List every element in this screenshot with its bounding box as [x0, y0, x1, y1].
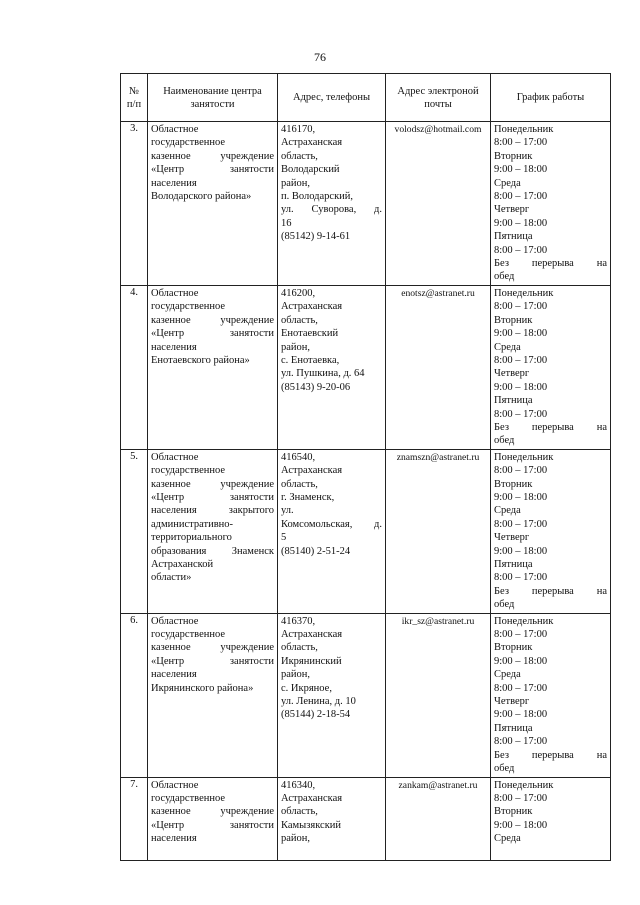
work-schedule-line: 8:00 – 17:00	[494, 465, 548, 477]
center-address-line: Икрянинский	[281, 655, 342, 667]
center-address-line: 416200,	[281, 287, 316, 299]
work-schedule-line: 9:00 – 18:00	[494, 655, 548, 667]
work-schedule-line: обед	[494, 271, 515, 283]
center-name-line: Областное	[151, 451, 199, 463]
center-address-line: (85143) 9-20-06	[281, 381, 351, 393]
center-name-line: государственное	[151, 465, 226, 477]
center-name	[148, 122, 278, 286]
work-schedule-line: 8:00 – 17:00	[494, 191, 548, 203]
work-schedule-line: Вторник	[494, 150, 533, 162]
header-name: Наименование центра занятости	[148, 74, 278, 122]
row-number: 5.	[121, 449, 148, 613]
row-number: 4.	[121, 285, 148, 449]
center-name-line: «Центр занятости	[151, 164, 274, 176]
center-email: volodsz@hotmail.com	[386, 122, 491, 286]
work-schedule-line: обед	[494, 763, 515, 775]
center-address	[278, 777, 386, 860]
center-name-line: государственное	[151, 629, 226, 641]
center-address-line: ул. Пушкина, д. 64	[281, 368, 365, 380]
table-row	[121, 613, 611, 777]
work-schedule-line: Среда	[494, 505, 521, 517]
center-address-line: область,	[281, 314, 318, 326]
work-schedule-line: 8:00 – 17:00	[494, 244, 548, 256]
center-name-line: населения закрытого	[151, 505, 274, 517]
header-number: № п/п	[121, 74, 148, 122]
work-schedule-line: Вторник	[494, 314, 533, 326]
center-name	[148, 285, 278, 449]
center-address	[278, 285, 386, 449]
center-email: enotsz@astranet.ru	[386, 285, 491, 449]
work-schedule-line: 8:00 – 17:00	[494, 736, 548, 748]
center-name-line: населения	[151, 669, 197, 681]
center-name-line: «Центр занятости	[151, 491, 274, 503]
center-name-line: казенное учреждение	[151, 642, 274, 654]
center-name	[148, 613, 278, 777]
center-address-line: Володарский	[281, 164, 340, 176]
table-row	[121, 777, 611, 860]
center-name-line: государственное	[151, 137, 226, 149]
center-address-line: район,	[281, 177, 311, 189]
center-address-line: 416170,	[281, 124, 316, 135]
work-schedule-line: 9:00 – 18:00	[494, 819, 548, 831]
work-schedule	[491, 122, 611, 286]
table-header-row	[121, 74, 611, 122]
center-address-line: (85144) 2-18-54	[281, 709, 351, 721]
work-schedule-line: 8:00 – 17:00	[494, 301, 548, 313]
center-address-line: г. Знаменск,	[281, 491, 335, 503]
center-name-line: государственное	[151, 301, 226, 313]
center-name-line: казенное учреждение	[151, 150, 274, 162]
center-address-line: ул.	[281, 505, 294, 517]
row-number: 6.	[121, 613, 148, 777]
center-address-line: Астраханская	[281, 137, 343, 149]
work-schedule-line: Четверг	[494, 532, 530, 544]
center-address-line: район,	[281, 341, 311, 353]
table-row	[121, 285, 611, 449]
center-address-line: Комсомольская, д.	[281, 518, 382, 530]
work-schedule-line: Среда	[494, 341, 521, 353]
center-name-line: казенное учреждение	[151, 806, 274, 818]
center-name-line: населения	[151, 833, 197, 845]
work-schedule-line: обед	[494, 435, 515, 447]
center-address-line: район,	[281, 669, 311, 681]
work-schedule-line: 8:00 – 17:00	[494, 354, 548, 366]
work-schedule-line: Понедельник	[494, 615, 554, 627]
center-name-line: Икрянинского района»	[151, 682, 254, 694]
center-name-line: Областное	[151, 124, 199, 135]
center-name-line: образования Знаменск	[151, 545, 274, 557]
center-address-line: Камызякский	[281, 819, 342, 831]
center-name	[148, 777, 278, 860]
center-address-line: область,	[281, 806, 318, 818]
work-schedule-line: Без перерыва на	[494, 258, 607, 270]
employment-centers-table	[120, 73, 611, 861]
center-address-line: ул. Ленина, д. 10	[281, 696, 356, 708]
center-address-line: 416540,	[281, 451, 316, 463]
center-name-line: «Центр занятости	[151, 655, 274, 667]
work-schedule-line: Без перерыва на	[494, 585, 607, 597]
work-schedule-line: Четверг	[494, 696, 530, 708]
work-schedule-line: 9:00 – 18:00	[494, 328, 548, 340]
center-address	[278, 449, 386, 613]
work-schedule-line: Понедельник	[494, 124, 554, 135]
center-address-line: 16	[281, 217, 292, 229]
work-schedule-line: 8:00 – 17:00	[494, 792, 548, 804]
work-schedule-line: Среда	[494, 833, 521, 845]
work-schedule-line: Среда	[494, 669, 521, 681]
work-schedule	[491, 285, 611, 449]
center-email: znamszn@astranet.ru	[386, 449, 491, 613]
center-address-line: область,	[281, 150, 318, 162]
work-schedule-line: Понедельник	[494, 451, 554, 463]
center-name-line: государственное	[151, 792, 226, 804]
work-schedule-line: Четверг	[494, 368, 530, 380]
work-schedule-line: обед	[494, 599, 515, 611]
center-name-line: Областное	[151, 615, 199, 627]
center-address-line: Астраханская	[281, 465, 343, 477]
work-schedule-line: 9:00 – 18:00	[494, 164, 548, 176]
work-schedule-line: 8:00 – 17:00	[494, 408, 548, 420]
center-address-line: с. Енотаевка,	[281, 354, 340, 366]
work-schedule	[491, 449, 611, 613]
work-schedule-line: Четверг	[494, 204, 530, 216]
center-name-line: Енотаевского района»	[151, 354, 250, 366]
center-name-line: Областное	[151, 287, 199, 299]
center-address-line: Енотаевский	[281, 328, 339, 340]
work-schedule-line: Пятница	[494, 722, 533, 734]
center-address	[278, 122, 386, 286]
center-name-line: территориального	[151, 532, 232, 544]
center-address-line: 416370,	[281, 615, 316, 627]
work-schedule-line: 8:00 – 17:00	[494, 518, 548, 530]
center-address-line: область,	[281, 642, 318, 654]
center-name-line: казенное учреждение	[151, 314, 274, 326]
center-name-line: населения	[151, 177, 197, 189]
center-address-line: Астраханская	[281, 629, 343, 641]
center-name-line: населения	[151, 341, 197, 353]
work-schedule-line: 8:00 – 17:00	[494, 682, 548, 694]
center-address-line: область,	[281, 478, 318, 490]
work-schedule-line: 8:00 – 17:00	[494, 572, 548, 584]
work-schedule-line: Пятница	[494, 395, 533, 407]
work-schedule-line: Без перерыва на	[494, 749, 607, 761]
center-address-line: район,	[281, 833, 311, 845]
work-schedule-line: Понедельник	[494, 287, 554, 299]
work-schedule-line: Понедельник	[494, 779, 554, 791]
center-name-line: административно-	[151, 518, 234, 530]
work-schedule-line: 8:00 – 17:00	[494, 137, 548, 149]
center-address-line: 5	[281, 532, 287, 544]
header-email: Адрес электроной почты	[386, 74, 491, 122]
work-schedule-line: Без перерыва на	[494, 421, 607, 433]
row-number: 3.	[121, 122, 148, 286]
center-name	[148, 449, 278, 613]
center-address	[278, 613, 386, 777]
center-address-line: ул. Суворова, д.	[281, 204, 382, 216]
work-schedule-line: Пятница	[494, 231, 533, 243]
work-schedule-line: 9:00 – 18:00	[494, 217, 548, 229]
work-schedule-line: Вторник	[494, 642, 533, 654]
center-email: ikr_sz@astranet.ru	[386, 613, 491, 777]
center-address-line: (85140) 2-51-24	[281, 545, 351, 557]
center-name-line: Областное	[151, 779, 199, 791]
work-schedule-line: 9:00 – 18:00	[494, 545, 548, 557]
table-row	[121, 449, 611, 613]
center-email: zankam@astranet.ru	[386, 777, 491, 860]
work-schedule	[491, 613, 611, 777]
work-schedule-line: 9:00 – 18:00	[494, 381, 548, 393]
center-address-line: с. Икряное,	[281, 682, 332, 694]
header-schedule: График работы	[491, 74, 611, 122]
work-schedule	[491, 777, 611, 860]
center-address-line: 416340,	[281, 779, 316, 791]
center-address-line: Астраханская	[281, 301, 343, 313]
center-name-line: Астраханской	[151, 559, 214, 570]
center-address-line: п. Володарский,	[281, 191, 354, 203]
work-schedule-line: 9:00 – 18:00	[494, 491, 548, 503]
center-address-line: (85142) 9-14-61	[281, 231, 351, 243]
work-schedule-line: 8:00 – 17:00	[494, 629, 548, 641]
work-schedule-line: Пятница	[494, 559, 533, 570]
work-schedule-line: Вторник	[494, 806, 533, 818]
header-address: Адрес, телефоны	[278, 74, 386, 122]
row-number: 7.	[121, 777, 148, 860]
page-number: 76	[314, 50, 326, 64]
work-schedule-line: 9:00 – 18:00	[494, 709, 548, 721]
center-address-line: Астраханская	[281, 792, 343, 804]
work-schedule-line: Вторник	[494, 478, 533, 490]
center-name-line: «Центр занятости	[151, 328, 274, 340]
center-name-line: Володарского района»	[151, 191, 252, 203]
center-name-line: области»	[151, 572, 192, 584]
center-name-line: «Центр занятости	[151, 819, 274, 831]
center-name-line: казенное учреждение	[151, 478, 274, 490]
table-row	[121, 122, 611, 286]
work-schedule-line: Среда	[494, 177, 521, 189]
